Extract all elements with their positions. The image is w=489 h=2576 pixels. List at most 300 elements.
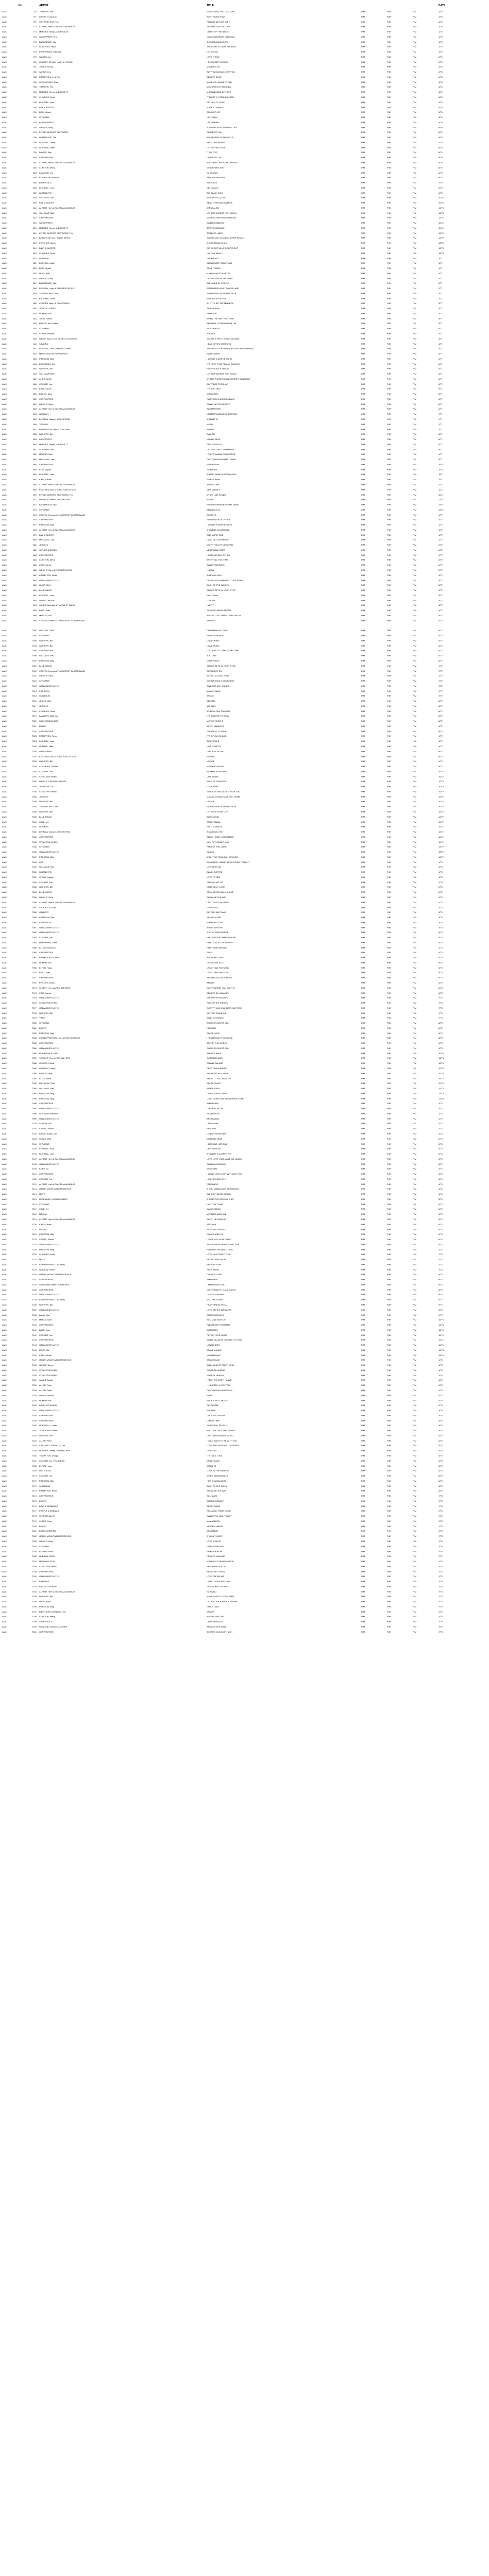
title-cell: EVERYBODY'S TALKIN' bbox=[207, 367, 229, 370]
status-2-cell: P/M bbox=[387, 1228, 391, 1231]
status-2-cell: P/M bbox=[387, 1062, 391, 1065]
status-1-cell: P/M bbox=[361, 851, 365, 854]
status-2-cell: P/M bbox=[387, 1107, 391, 1110]
title-cell: LAY DOWN bbox=[207, 116, 217, 119]
title-cell: THE MALTESE MELODY bbox=[207, 25, 230, 28]
date-cell: 8/72 bbox=[439, 700, 443, 703]
artist-cell: CLARK, Gene bbox=[39, 1519, 53, 1522]
table-row bbox=[1, 1433, 484, 1438]
title-cell: THE GERANIUM KISS bbox=[207, 40, 228, 43]
date-cell: 2/75 bbox=[439, 1394, 443, 1397]
status-3-cell: P/M bbox=[413, 196, 417, 199]
status-3-cell: P/M bbox=[413, 222, 417, 225]
status-3-cell: P/M bbox=[413, 156, 417, 159]
date-cell: 9/73 bbox=[439, 1046, 443, 1049]
table-row bbox=[1, 1448, 484, 1453]
status-1-cell: P/M bbox=[361, 1610, 365, 1613]
artist-cell: DURHAM, Judith bbox=[39, 262, 55, 265]
catalogue-number-cell: 7154 bbox=[32, 1394, 37, 1397]
label-cell: AMS bbox=[2, 100, 7, 104]
status-1-cell: P/M bbox=[361, 262, 365, 265]
status-1-cell: P/M bbox=[361, 1444, 365, 1447]
status-1-cell: P/M bbox=[361, 1213, 365, 1216]
catalogue-number-cell: 7098 bbox=[32, 1112, 37, 1115]
status-2-cell: P/M bbox=[387, 1328, 391, 1331]
title-cell: ON AND ON AND bbox=[207, 1062, 223, 1065]
status-3-cell: P/M bbox=[413, 508, 417, 511]
table-row bbox=[1, 1137, 484, 1142]
table-row bbox=[1, 1101, 484, 1106]
status-1-cell: P/M bbox=[361, 704, 365, 707]
table-row bbox=[1, 1232, 484, 1237]
catalogue-number-cell: 852 bbox=[33, 402, 37, 405]
status-2-cell: P/M bbox=[387, 1308, 391, 1311]
date-cell: 9/72 bbox=[439, 735, 443, 738]
status-2-cell: P/M bbox=[387, 1157, 391, 1160]
artist-cell: CARPENTERS bbox=[39, 649, 54, 652]
artist-cell: BLUE MAGIC bbox=[39, 815, 52, 818]
title-cell: INSPIRATION bbox=[207, 1087, 220, 1090]
date-cell: 5/74 bbox=[439, 1202, 443, 1206]
catalogue-number-cell: 7189 bbox=[32, 1570, 37, 1573]
date-cell: 6/72 bbox=[439, 649, 443, 652]
status-1-cell: P/M bbox=[361, 1177, 365, 1180]
table-row bbox=[1, 1413, 484, 1418]
table-row bbox=[1, 593, 484, 598]
title-cell: RIVER DEEP MOUNTAIN HIGH bbox=[207, 292, 237, 295]
status-3-cell: P/M bbox=[413, 906, 417, 909]
date-cell: 8/72 bbox=[439, 715, 443, 718]
status-1-cell: P/M bbox=[361, 891, 365, 894]
catalogue-number-cell: 864 bbox=[33, 463, 37, 466]
status-1-cell: P/M bbox=[361, 700, 365, 703]
status-2-cell: P/M bbox=[387, 1615, 391, 1618]
table-row bbox=[1, 1604, 484, 1609]
label-cell: AMS bbox=[2, 1107, 7, 1110]
label-cell: AMS bbox=[2, 126, 7, 129]
catalogue-number-cell: 7023 bbox=[32, 735, 37, 738]
catalogue-number-cell: 7112 bbox=[32, 1182, 37, 1185]
status-2-cell: P/M bbox=[387, 1097, 391, 1100]
label-cell: AMS bbox=[2, 805, 7, 808]
table-row bbox=[1, 246, 484, 251]
label-cell: AMS bbox=[2, 292, 7, 295]
title-cell: RIVER DEEP MOUNTAIN HIGH bbox=[207, 805, 237, 808]
status-2-cell: P/M bbox=[387, 1399, 391, 1402]
label-cell: AMS bbox=[2, 282, 7, 285]
catalogue-number-cell: 7063 bbox=[32, 936, 37, 939]
date-cell: 5/76 bbox=[439, 116, 443, 119]
status-2-cell: P/M bbox=[387, 1268, 391, 1271]
status-1-cell: P/M bbox=[361, 589, 365, 592]
title-cell: JAZZMAN bbox=[207, 1223, 216, 1226]
date-cell: 3/74 bbox=[439, 1157, 443, 1160]
table-row bbox=[1, 9, 484, 14]
status-1-cell: P/M bbox=[361, 136, 365, 139]
date-cell: 6/74 bbox=[439, 1233, 443, 1236]
catalogue-number-cell: 7074 bbox=[32, 991, 37, 994]
date-cell: 10/72 bbox=[439, 775, 444, 778]
status-1-cell: P/M bbox=[361, 181, 365, 184]
artist-cell: CROSS, Shaun bbox=[39, 1127, 54, 1130]
catalogue-number-cell: 858 bbox=[33, 433, 37, 436]
status-1-cell: P/M bbox=[361, 548, 365, 551]
date-cell: 7/75 bbox=[439, 1580, 443, 1583]
status-1-cell: P/M bbox=[361, 1052, 365, 1055]
artist-cell: STRAWBS bbox=[39, 1202, 49, 1206]
status-3-cell: P/M bbox=[413, 1298, 417, 1301]
artist-cell: QUIET SUN bbox=[39, 584, 50, 587]
status-1-cell: P/M bbox=[361, 1333, 365, 1336]
artist-cell: COCKER, Joe bbox=[39, 936, 53, 939]
status-1-cell: P/M bbox=[361, 1424, 365, 1427]
table-row bbox=[1, 1146, 484, 1151]
status-1-cell: P/M bbox=[361, 1217, 365, 1221]
status-3-cell: P/M bbox=[413, 1268, 417, 1271]
label-cell: AMS bbox=[2, 966, 7, 969]
status-1-cell: P/M bbox=[361, 780, 365, 783]
title-cell: IT'S TOO LATE bbox=[207, 387, 221, 391]
date-cell: 7/72 bbox=[439, 674, 443, 677]
status-3-cell: P/M bbox=[413, 775, 417, 778]
artist-cell: STARR, Freddie bbox=[39, 332, 55, 335]
table-row bbox=[1, 1539, 484, 1544]
date-cell: 8/72 bbox=[439, 704, 443, 707]
artist-cell: BACHARACH, Burt bbox=[39, 503, 57, 506]
catalogue-number-cell: 7199 bbox=[32, 1620, 37, 1623]
catalogue-number-cell: 873 bbox=[33, 508, 37, 511]
table-row bbox=[1, 684, 484, 689]
title-cell: FREE SPIRIT bbox=[207, 1268, 220, 1271]
status-3-cell: P/M bbox=[413, 609, 417, 612]
catalogue-number-cell: 7198 bbox=[32, 1615, 37, 1618]
artist-cell: FLYING BURRITO BROTHERS bbox=[39, 131, 69, 134]
status-2-cell: P/M bbox=[387, 166, 391, 169]
status-2-cell: P/M bbox=[387, 1368, 391, 1371]
status-2-cell: P/M bbox=[387, 1344, 391, 1347]
table-row bbox=[1, 1197, 484, 1202]
status-3-cell: P/M bbox=[413, 815, 417, 818]
status-1-cell: P/M bbox=[361, 795, 365, 798]
table-row bbox=[1, 1056, 484, 1061]
artist-cell: CHARLES, Tonto bbox=[39, 709, 55, 713]
status-2-cell: P/M bbox=[387, 75, 391, 78]
artist-cell: RUSSELL, Leon & SHELTER PEOPLE bbox=[39, 287, 75, 290]
status-1-cell: P/M bbox=[361, 25, 365, 28]
date-cell: 2/73 bbox=[439, 901, 443, 904]
status-2-cell: P/M bbox=[387, 443, 391, 446]
artist-cell: RUSSELL, Leon / Lennon, Charlie bbox=[39, 347, 71, 350]
status-2-cell: P/M bbox=[387, 745, 391, 748]
status-3-cell: P/M bbox=[413, 971, 417, 974]
status-1-cell: P/M bbox=[361, 568, 365, 571]
artist-cell: WOODS, Lin bbox=[39, 55, 52, 58]
title-cell: SHINE ON SILVER SUN bbox=[207, 1046, 229, 1049]
label-cell: AMS bbox=[2, 548, 7, 551]
date-cell: 4/72 bbox=[439, 619, 443, 622]
catalogue-number-cell: 7083 bbox=[32, 1037, 37, 1040]
catalogue-number-cell: 831 bbox=[33, 302, 37, 305]
date-cell: 7/71 bbox=[439, 413, 443, 416]
status-2-cell: P/M bbox=[387, 629, 391, 632]
artist-cell: PEOPLE & DREAMS bbox=[39, 1510, 59, 1513]
catalogue-number-cell: 7113 bbox=[32, 1188, 37, 1191]
title-cell: WELCOME bbox=[207, 1167, 217, 1171]
artist-cell: HUMBLE PIE bbox=[39, 191, 52, 194]
status-3-cell: P/M bbox=[413, 548, 417, 551]
table-row bbox=[1, 870, 484, 875]
status-3-cell: P/M bbox=[413, 1037, 417, 1040]
date-cell: 3/72 bbox=[439, 573, 443, 577]
date-cell: 4/72 bbox=[439, 614, 443, 617]
label-cell: AMS bbox=[2, 991, 7, 994]
label-cell: AMS bbox=[2, 724, 7, 727]
status-1-cell: P/M bbox=[361, 594, 365, 597]
label-cell: AMS bbox=[2, 851, 7, 854]
status-3-cell: P/M bbox=[413, 80, 417, 83]
catalogue-number-cell: 7085 bbox=[32, 1046, 37, 1049]
status-1-cell: P/M bbox=[361, 1243, 365, 1246]
table-row bbox=[1, 553, 484, 558]
status-3-cell: P/M bbox=[413, 840, 417, 843]
status-1-cell: P/M bbox=[361, 886, 365, 889]
label-cell: AMS bbox=[2, 1333, 7, 1336]
status-3-cell: P/M bbox=[413, 1092, 417, 1095]
artist-cell: COCKER, Joe bbox=[39, 1333, 53, 1336]
artist-cell: GALLAGHER & LYLE bbox=[39, 684, 59, 687]
label-cell: AMS bbox=[2, 357, 7, 360]
label-cell: AMS bbox=[2, 775, 7, 778]
title-cell: THE LIGHT IS DARK ENOUGH bbox=[207, 45, 236, 48]
status-3-cell: P/M bbox=[413, 1273, 417, 1276]
label-cell: AMS bbox=[2, 770, 7, 773]
status-1-cell: P/M bbox=[361, 835, 365, 838]
label-cell: AMS bbox=[2, 1384, 7, 1387]
status-3-cell: P/M bbox=[413, 1052, 417, 1055]
catalogue-number-cell: 7155 bbox=[32, 1399, 37, 1402]
title-cell: SONG OF JOY bbox=[207, 111, 221, 114]
label-cell: AMS bbox=[2, 1258, 7, 1261]
catalogue-number-cell: 7097 bbox=[32, 1107, 37, 1110]
status-1-cell: P/M bbox=[361, 413, 365, 416]
status-3-cell: P/M bbox=[413, 1424, 417, 1427]
title-cell: CLIMB EVERY MOUNTAIN bbox=[207, 262, 232, 265]
status-2-cell: P/M bbox=[387, 307, 391, 310]
date-cell: 1/73 bbox=[439, 860, 443, 863]
status-2-cell: P/M bbox=[387, 820, 391, 823]
date-cell: 7/74 bbox=[439, 1253, 443, 1256]
table-row bbox=[1, 1594, 484, 1599]
catalogue-number-cell: 7108 bbox=[32, 1162, 37, 1165]
status-3-cell: P/M bbox=[413, 297, 417, 300]
status-2-cell: P/M bbox=[387, 35, 391, 38]
label-cell: AMS bbox=[2, 528, 7, 531]
date-cell: 10/73 bbox=[439, 1072, 444, 1075]
catalogue-number-cell: 779 bbox=[33, 55, 37, 58]
status-1-cell: P/M bbox=[361, 845, 365, 849]
status-2-cell: P/M bbox=[387, 352, 391, 355]
date-cell: 7/75 bbox=[439, 1610, 443, 1613]
status-2-cell: P/M bbox=[387, 1117, 391, 1120]
artist-cell: PRESTON, Billy bbox=[39, 1031, 54, 1035]
date-cell: 3/71 bbox=[439, 302, 443, 305]
catalogue-number-cell: 7184 bbox=[32, 1545, 37, 1548]
status-2-cell: P/M bbox=[387, 30, 391, 33]
status-1-cell: P/M bbox=[361, 498, 365, 501]
table-row bbox=[1, 382, 484, 387]
status-3-cell: P/M bbox=[413, 236, 417, 240]
status-3-cell: P/M bbox=[413, 941, 417, 944]
status-3-cell: P/M bbox=[413, 1233, 417, 1236]
status-2-cell: P/M bbox=[387, 1600, 391, 1603]
artist-cell: WITHERS, Bill bbox=[39, 1595, 53, 1598]
status-1-cell: P/M bbox=[361, 246, 365, 249]
artist-cell: TRAVERS, Pat bbox=[39, 86, 53, 89]
title-cell: SO FAR AWAY bbox=[207, 478, 221, 481]
label-cell: AMS bbox=[2, 453, 7, 456]
label-cell: AMS bbox=[2, 1469, 7, 1472]
date-cell: 8/71 bbox=[439, 438, 443, 441]
artist-cell: GALLAGHER & LYLE bbox=[39, 579, 59, 582]
status-3-cell: P/M bbox=[413, 1368, 417, 1371]
title-cell: CRAZY MAMA bbox=[207, 820, 221, 823]
status-1-cell: P/M bbox=[361, 297, 365, 300]
table-row bbox=[1, 1438, 484, 1444]
label-cell: AMS bbox=[2, 55, 7, 58]
table-row bbox=[1, 769, 484, 774]
status-1-cell: P/M bbox=[361, 735, 365, 738]
status-2-cell: P/M bbox=[387, 226, 391, 229]
date-cell: 1/75 bbox=[439, 1374, 443, 1377]
status-2-cell: P/M bbox=[387, 1127, 391, 1130]
catalogue-number-cell: 783 bbox=[33, 75, 37, 78]
status-3-cell: P/M bbox=[413, 835, 417, 838]
status-2-cell: P/M bbox=[387, 453, 391, 456]
status-3-cell: P/M bbox=[413, 1575, 417, 1578]
status-3-cell: P/M bbox=[413, 1519, 417, 1522]
status-2-cell: P/M bbox=[387, 689, 391, 692]
table-row bbox=[1, 1579, 484, 1584]
status-2-cell: P/M bbox=[387, 1243, 391, 1246]
label-cell: AMS bbox=[2, 1560, 7, 1563]
status-1-cell: P/M bbox=[361, 1519, 365, 1522]
label-cell: AMS bbox=[2, 136, 7, 139]
status-2-cell: P/M bbox=[387, 106, 391, 109]
status-3-cell: P/M bbox=[413, 468, 417, 471]
status-1-cell: P/M bbox=[361, 654, 365, 657]
label-cell: AMS bbox=[2, 735, 7, 738]
status-2-cell: P/M bbox=[387, 80, 391, 83]
artist-cell: SUPERSTAR bbox=[39, 1122, 52, 1125]
artist-cell: WHITE, Alan & The MERRY GO ROUND bbox=[39, 337, 77, 340]
date-cell: 2/75 bbox=[439, 1404, 443, 1407]
status-2-cell: P/M bbox=[387, 724, 391, 727]
date-cell: 7/75 bbox=[439, 1510, 443, 1513]
artist-cell: CALE, J.J. bbox=[39, 820, 49, 823]
status-2-cell: P/M bbox=[387, 10, 391, 13]
title-cell: GRACE DARLING bbox=[207, 1545, 224, 1548]
table-row bbox=[1, 995, 484, 1001]
table-row bbox=[1, 442, 484, 447]
label-cell: AMS bbox=[2, 1162, 7, 1165]
artist-cell: STEALERS WHEEL bbox=[39, 1374, 58, 1377]
title-cell: I DON'T WANNA DO DOCTOR bbox=[207, 453, 235, 456]
catalogue-number-cell: 7010 bbox=[32, 669, 37, 672]
table-row bbox=[1, 351, 484, 357]
title-cell: COMES AND GO bbox=[207, 1233, 223, 1236]
status-2-cell: P/M bbox=[387, 584, 391, 587]
artist-cell: RUSSELL, Leon bbox=[39, 1153, 55, 1156]
label-cell: AMS bbox=[2, 1097, 7, 1100]
catalogue-number-cell: 7020 bbox=[32, 720, 37, 723]
catalogue-number-cell: 846 bbox=[33, 372, 37, 376]
date-cell: 7/71 bbox=[439, 422, 443, 426]
catalogue-number-cell: 7171 bbox=[32, 1479, 37, 1482]
status-3-cell: P/M bbox=[413, 357, 417, 360]
label-cell: AMS bbox=[2, 1620, 7, 1623]
status-3-cell: P/M bbox=[413, 201, 417, 205]
artist-cell: KING, Carole bbox=[39, 387, 52, 391]
title-cell: MOLLY bbox=[207, 422, 214, 426]
artist-cell: BLUE MAGIC bbox=[39, 891, 52, 894]
date-cell: 10/73 bbox=[439, 1062, 444, 1065]
status-3-cell: P/M bbox=[413, 639, 417, 642]
title-cell: AVALON bbox=[207, 433, 215, 436]
artist-cell: SANDPIPERS, The bbox=[39, 35, 57, 38]
title-cell: I WROTE A SIMPLE SONG bbox=[207, 523, 232, 527]
catalogue-number-cell: 7007 bbox=[32, 659, 37, 662]
title-cell: ALL NIGHT LONG bbox=[207, 956, 224, 959]
title-cell: SUITE bbox=[207, 1394, 213, 1397]
catalogue-number-cell: 7056 bbox=[32, 901, 37, 904]
status-2-cell: P/M bbox=[387, 1484, 391, 1487]
status-3-cell: P/M bbox=[413, 1333, 417, 1336]
status-1-cell: P/M bbox=[361, 1374, 365, 1377]
title-cell: DO YOU KNOW WHAT I MEAN bbox=[207, 458, 236, 461]
title-cell: IT TAKES A LITTLE LONGER bbox=[207, 96, 234, 99]
status-3-cell: P/M bbox=[413, 1016, 417, 1020]
title-cell: BEST FRIEND bbox=[207, 1504, 221, 1507]
catalogue-number-cell: 847 bbox=[33, 377, 37, 380]
label-cell: AMS bbox=[2, 1419, 7, 1422]
artist-cell: GALLAGHER & LYLE bbox=[39, 1117, 59, 1120]
catalogue-number-cell: 809 bbox=[33, 201, 37, 205]
catalogue-number-cell: 7028 bbox=[32, 760, 37, 763]
date-cell: 5/71 bbox=[439, 393, 443, 396]
date-cell: 7/72 bbox=[439, 684, 443, 687]
catalogue-number-cell: 7084 bbox=[32, 1042, 37, 1045]
catalogue-number-cell: 7087 bbox=[32, 1057, 37, 1060]
catalogue-number-cell: 7153 bbox=[32, 1389, 37, 1392]
table-row bbox=[1, 1116, 484, 1122]
status-3-cell: P/M bbox=[413, 387, 417, 391]
status-2-cell: P/M bbox=[387, 936, 391, 939]
title-cell: SHINE ON NOW bbox=[207, 1550, 223, 1553]
status-2-cell: P/M bbox=[387, 901, 391, 904]
artist-cell: COCKER, Joe / The BIRDS bbox=[39, 1459, 65, 1462]
status-3-cell: P/M bbox=[413, 1454, 417, 1457]
status-3-cell: P/M bbox=[413, 1308, 417, 1311]
title-cell: USE ME bbox=[207, 800, 215, 803]
title-cell: SANTA CLAUS IS COMING TO TOWN bbox=[207, 1338, 243, 1342]
table-row bbox=[1, 95, 484, 100]
title-cell: IF I WERE A RICH MAN bbox=[207, 528, 229, 531]
table-row bbox=[1, 1126, 484, 1131]
catalogue-number-cell: 7183 bbox=[32, 1539, 37, 1543]
status-2-cell: P/M bbox=[387, 478, 391, 481]
label-cell: AMS bbox=[2, 1484, 7, 1487]
status-3-cell: P/M bbox=[413, 533, 417, 536]
